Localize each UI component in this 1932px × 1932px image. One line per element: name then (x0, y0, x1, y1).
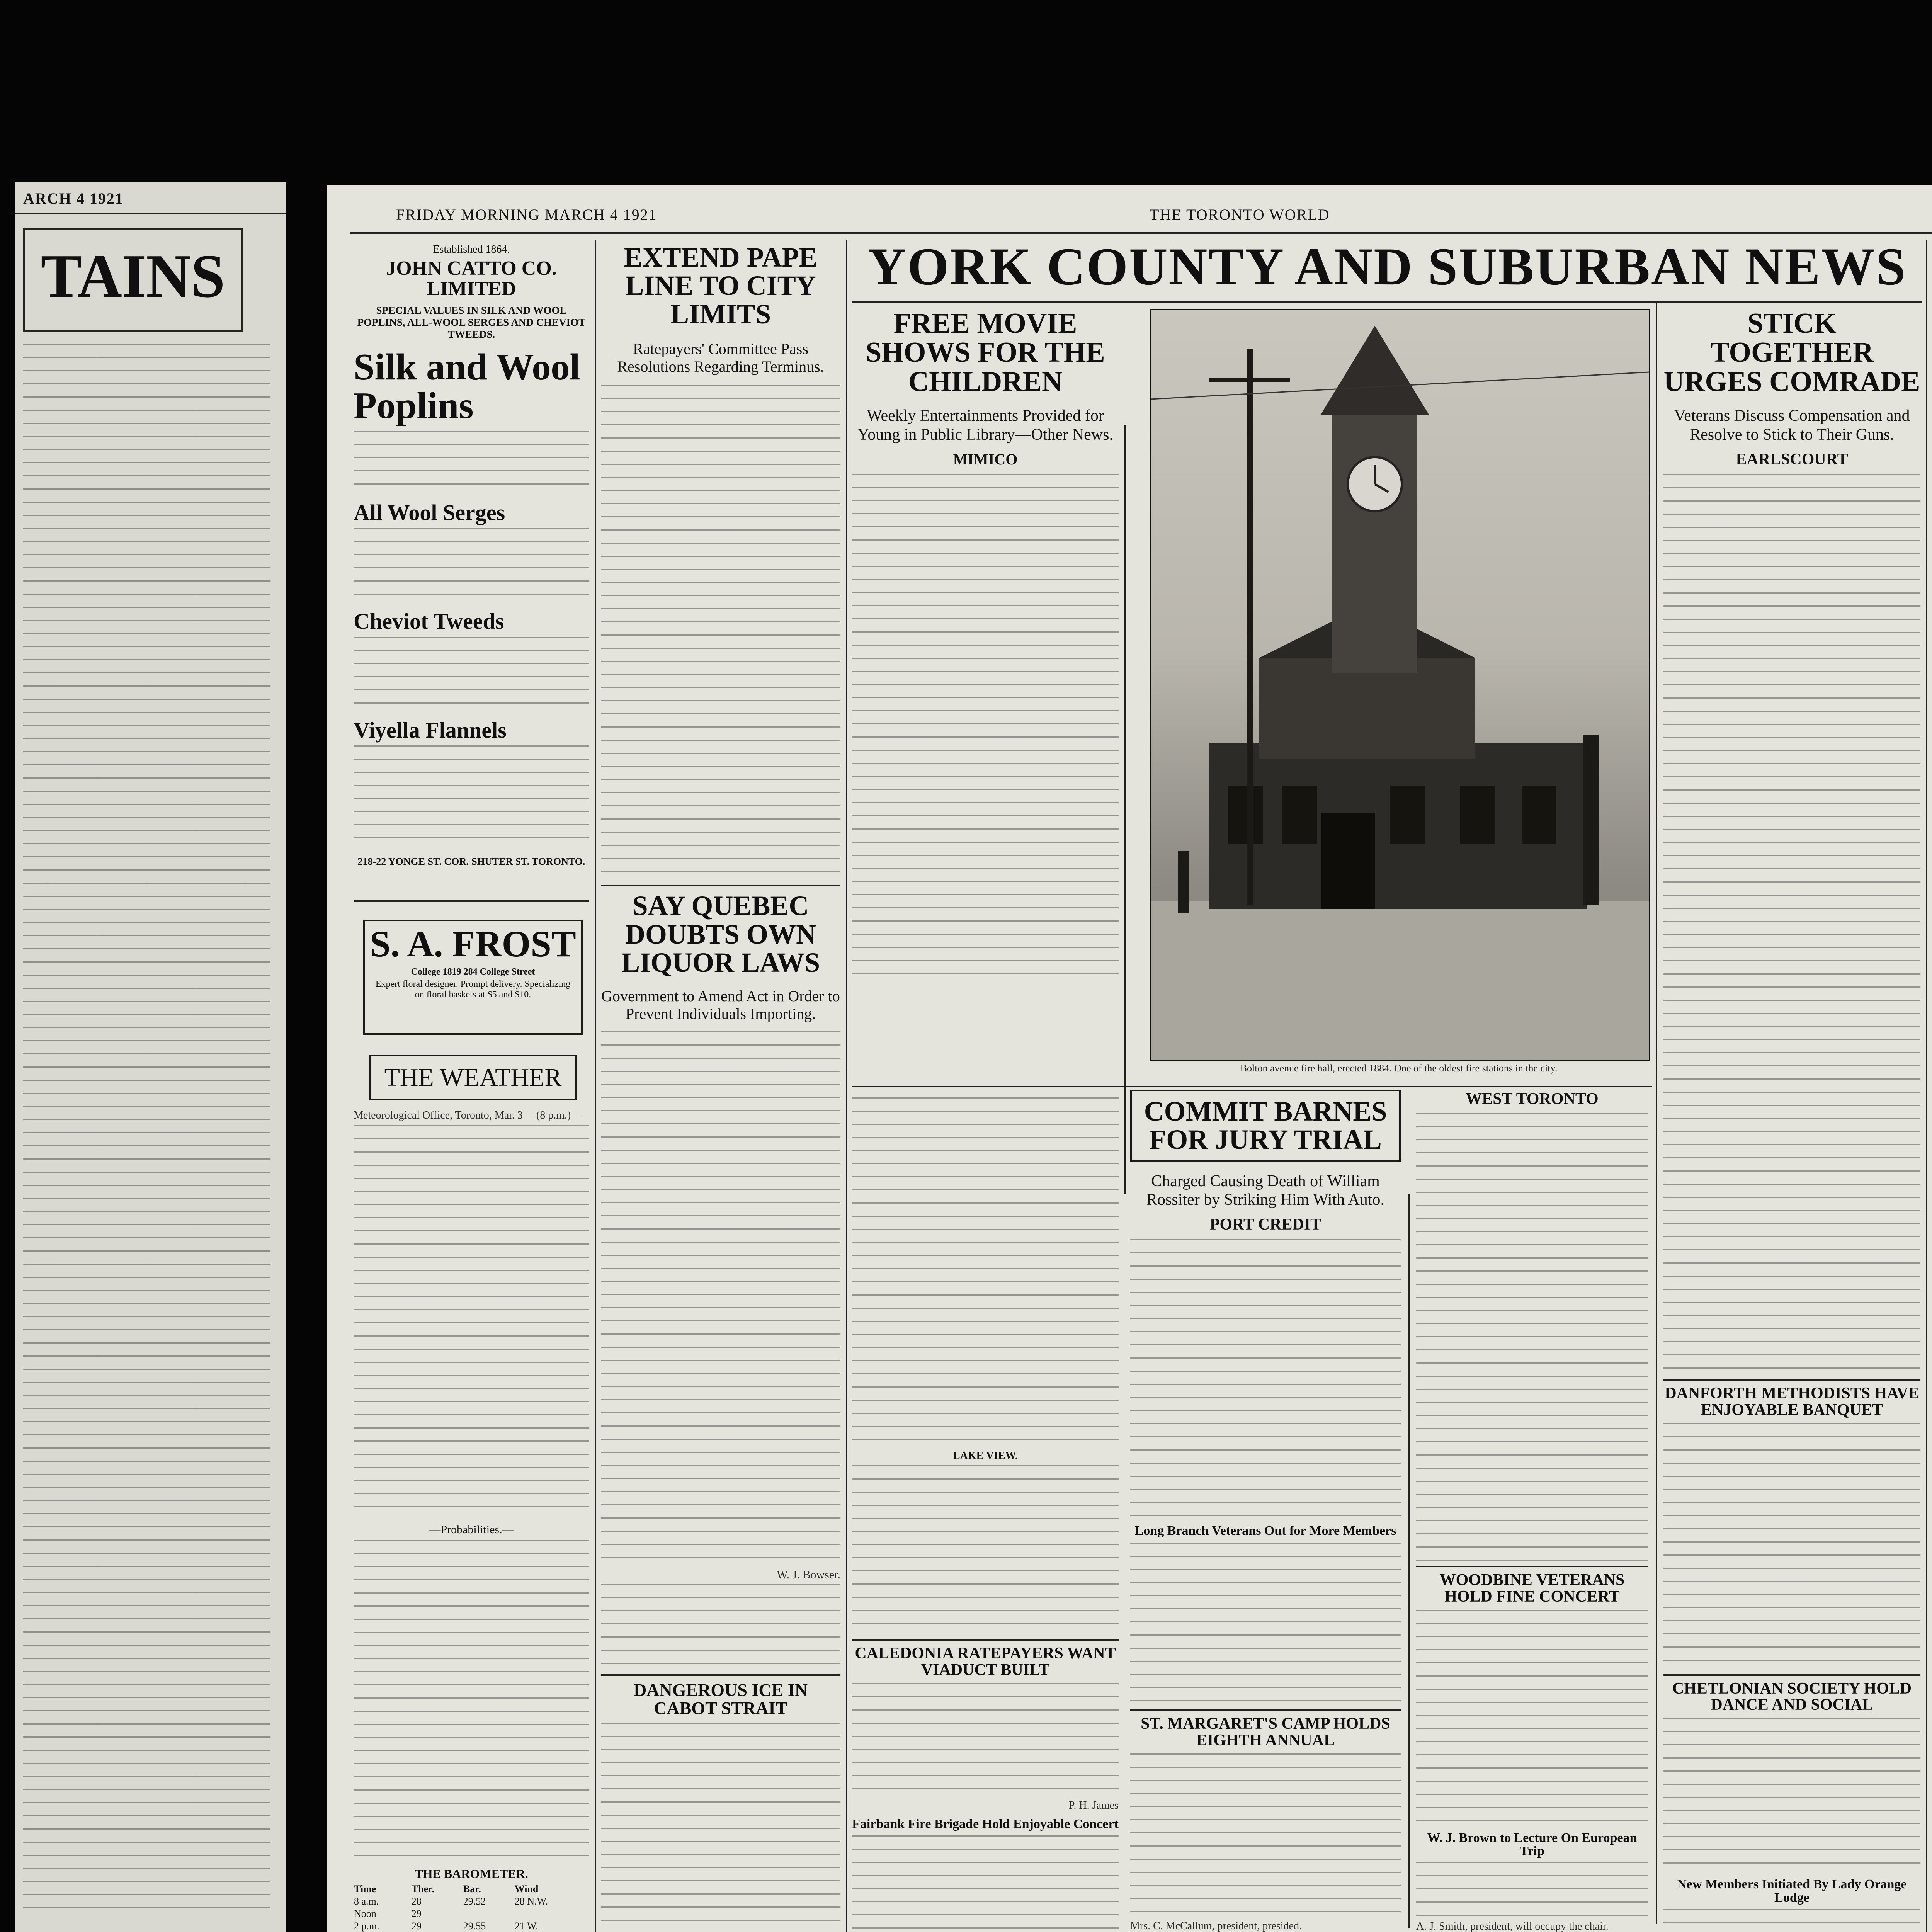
barnes-deck: Charged Causing Death of William Rossiter by Striking Him With Auto. (1146, 1172, 1384, 1209)
cabot-strait-headline: DANGEROUS ICE IN CABOT STRAIT (634, 1680, 808, 1718)
weather-text (354, 1125, 589, 1519)
quebec-liquor-signature: W. J. Bowser. (777, 1568, 840, 1581)
banner-rule (852, 301, 1922, 303)
danforth-methodists-headline: DANFORTH METHODISTS HAVE ENJOYABLE BANQUET (1665, 1384, 1919, 1419)
brown-lecture-signature: A. J. Smith, president, will occupy the chair. (1416, 1920, 1609, 1932)
barometer-cell: 29 (411, 1920, 422, 1932)
orange-lodge-headline: New Members Initiated By Lady Orange Lodge (1677, 1877, 1907, 1905)
pape-line-text (601, 385, 840, 879)
weather-forecast-text (354, 1540, 589, 1861)
masthead-rule (350, 232, 1932, 234)
barometer-cell (463, 1908, 514, 1920)
weather-report (354, 1109, 589, 1932)
barometer-header-cell: Wind (514, 1883, 539, 1895)
column-rule (595, 240, 596, 1932)
catto-viyella-text (354, 745, 589, 850)
weather-intro: Meteorological Office, Toronto, Mar. 3 —(8 p.m.)— (354, 1109, 582, 1121)
rule (601, 885, 840, 886)
masthead-paper: THE TORONTO WORLD (1150, 206, 1330, 223)
column-three-lower (852, 1097, 1119, 1932)
column-rule (1408, 1194, 1410, 1928)
barometer-row (354, 1908, 589, 1920)
brown-lecture-text (1416, 1862, 1648, 1920)
woodbine-text (1416, 1610, 1648, 1826)
column-rule (846, 240, 847, 1932)
fire-hall-photo (1150, 309, 1650, 1061)
catto-silk-heading: Silk and Wool Poplins (354, 346, 580, 427)
column-two (601, 243, 840, 1932)
movie-shows-deck: Weekly Entertainments Provided for Young in Public Library—Other News. (857, 407, 1113, 444)
stick-together-headline: STICK TOGETHER URGES COMRADE (1663, 308, 1920, 398)
rule (1416, 1566, 1648, 1567)
st-margarets-text (1130, 1753, 1401, 1920)
prev-body-text (23, 344, 270, 1909)
fairbank-headline: Fairbank Fire Brigade Hold Enjoyable Concert (852, 1816, 1119, 1831)
barometer-table (354, 1883, 589, 1932)
caledonia-headline: CALEDONIA RATEPAYERS WANT VIADUCT BUILT (855, 1645, 1116, 1679)
barometer-cell: Noon (354, 1908, 376, 1920)
cabot-strait-text (601, 1723, 840, 1932)
barometer-row (354, 1895, 589, 1908)
stick-together-deck: Veterans Discuss Compensation and Resolve to Stick to Their Guns. (1674, 407, 1910, 444)
mimico-section: MIMICO (953, 451, 1018, 468)
barometer-cell: 28 (411, 1896, 422, 1907)
barometer-cell: 29.55 (463, 1920, 486, 1932)
barometer-row (354, 1920, 589, 1932)
mimico-text (852, 474, 1119, 976)
quebec-liquor-text (601, 1031, 840, 1568)
fairbank-text (852, 1835, 1119, 1932)
port-credit-text (1130, 1239, 1401, 1517)
quebec-liquor-deck: Government to Amend Act in Order to Prevent Individuals Importing. (601, 987, 840, 1022)
long-branch-headline: Long Branch Veterans Out for More Members (1134, 1524, 1396, 1538)
column-rule (1124, 425, 1126, 1194)
rule (601, 1674, 840, 1676)
catto-name: JOHN CATTO CO. LIMITED (386, 257, 557, 300)
st-margarets-signature: Mrs. C. McCallum, president, presided. (1130, 1920, 1302, 1932)
barometer-cell: 21 W. (514, 1920, 538, 1932)
prev-page-date: ARCH 4 1921 (23, 190, 124, 207)
rule (852, 1639, 1119, 1641)
fire-hall-caption: Bolton avenue fire hall, erected 1884. One of the oldest fire stations in the city. (1240, 1063, 1558, 1074)
barometer-cell: 8 a.m. (354, 1896, 379, 1907)
orange-lodge-text (1663, 1909, 1920, 1932)
frost-advertisement (363, 920, 583, 1035)
caledonia-signature: P. H. James (1068, 1799, 1119, 1811)
rule (1130, 1709, 1401, 1711)
st-margarets-headline: ST. MARGARET'S CAMP HOLDS EIGHTH ANNUAL (1141, 1715, 1390, 1749)
frost-name: S. A. FROST (370, 923, 576, 964)
barometer-cell: 2 p.m. (354, 1920, 379, 1932)
chetlonian-headline: CHETLONIAN SOCIETY HOLD DANCE AND SOCIAL (1672, 1679, 1912, 1714)
catto-tweeds-heading: Cheviot Tweeds (354, 609, 504, 634)
quebec-liquor-headline: SAY QUEBEC DOUBTS OWN LIQUOR LAWS (621, 890, 820, 978)
catto-advertisement (354, 243, 589, 867)
movie-shows-headline: FREE MOVIE SHOWS FOR THE CHILDREN (866, 308, 1105, 398)
catto-address: 218-22 YONGE ST. COR. SHUTER ST. TORONTO. (357, 855, 585, 867)
frost-line2: Expert floral designer. Prompt delivery. Specializing on floral baskets at $5 and $10. (375, 979, 571, 1000)
section-banner: YORK COUNTY AND SUBURBAN NEWS (867, 237, 1907, 296)
catto-serges-text (354, 528, 589, 605)
barometer-title: THE BAROMETER. (415, 1866, 528, 1881)
pape-line-headline: EXTEND PAPE LINE TO CITY LIMITS (624, 242, 818, 330)
masthead-date: FRIDAY MORNING MARCH 4 1921 (396, 206, 657, 223)
long-branch-text (1130, 1543, 1401, 1705)
catto-established: Established 1864. (433, 243, 510, 255)
barometer-cell: 29.52 (463, 1896, 486, 1907)
catto-viyella-heading: Viyella Flannels (354, 717, 507, 743)
caledonia-text (852, 1683, 1119, 1799)
rule (1663, 1379, 1920, 1381)
mimico-continued-text (852, 1097, 1119, 1445)
weather-title: THE WEATHER (384, 1063, 562, 1092)
barnes-headline-box (1130, 1090, 1401, 1162)
earlscourt-section: EARLSCOURT (1736, 451, 1848, 468)
danforth-methodists-text (1663, 1423, 1920, 1670)
port-credit-section: PORT CREDIT (1209, 1216, 1321, 1234)
column-rule (1926, 240, 1927, 1932)
barometer-cell (514, 1908, 589, 1920)
column-three-b (1130, 1090, 1401, 1932)
barnes-headline: COMMIT BARNES FOR JURY TRIAL (1144, 1096, 1387, 1155)
prev-top-rule (15, 213, 286, 214)
frost-line1: College 1819 284 College Street (411, 966, 535, 977)
barometer-cell: 29 (411, 1908, 422, 1920)
quebec-liquor-text-2 (601, 1584, 840, 1669)
catto-tagline: SPECIAL VALUES IN SILK AND WOOL POPLINS, ALL-WOOL SERGES AND CHEVIOT TWEEDS. (357, 304, 586, 340)
barometer-header-cell: Time (354, 1883, 376, 1895)
column-four (1416, 1090, 1648, 1932)
rule (354, 900, 589, 902)
rule (1663, 1674, 1920, 1676)
west-toronto-text (1416, 1113, 1648, 1561)
rule (852, 1086, 1652, 1087)
prev-headline: TAINS (23, 228, 243, 332)
catto-serges-heading: All Wool Serges (354, 500, 505, 526)
weather-title-box (369, 1055, 577, 1100)
newspaper-page (327, 185, 1932, 1932)
brown-lecture-headline: W. J. Brown to Lecture On European Trip (1427, 1830, 1637, 1859)
previous-page-strip (15, 182, 286, 1932)
barometer-header-cell: Ther. (411, 1883, 434, 1895)
catto-silk-text (354, 431, 589, 497)
earlscourt-text (1663, 474, 1920, 1374)
column-rule (1656, 301, 1657, 1924)
pape-line-deck: Ratepayers' Committee Pass Resolutions Regarding Terminus. (617, 340, 824, 376)
chetlonian-text (1663, 1718, 1920, 1872)
column-five (1663, 309, 1920, 1932)
catto-tweeds-text (354, 637, 589, 714)
weather-probabilities: —Probabilities.— (429, 1523, 514, 1536)
woodbine-headline: WOODBINE VETERANS HOLD FINE CONCERT (1439, 1571, 1625, 1605)
barometer-header-row (354, 1883, 589, 1895)
barometer-cell: 28 N.W. (514, 1896, 548, 1907)
lake-view-head: LAKE VIEW. (952, 1450, 1018, 1462)
fire-hall-illustration (1151, 310, 1649, 1060)
west-toronto-section: WEST TORONTO (1466, 1090, 1599, 1108)
column-three-upper (852, 309, 1119, 976)
barometer-header-cell: Bar. (463, 1883, 481, 1895)
lake-view-text (852, 1465, 1119, 1635)
